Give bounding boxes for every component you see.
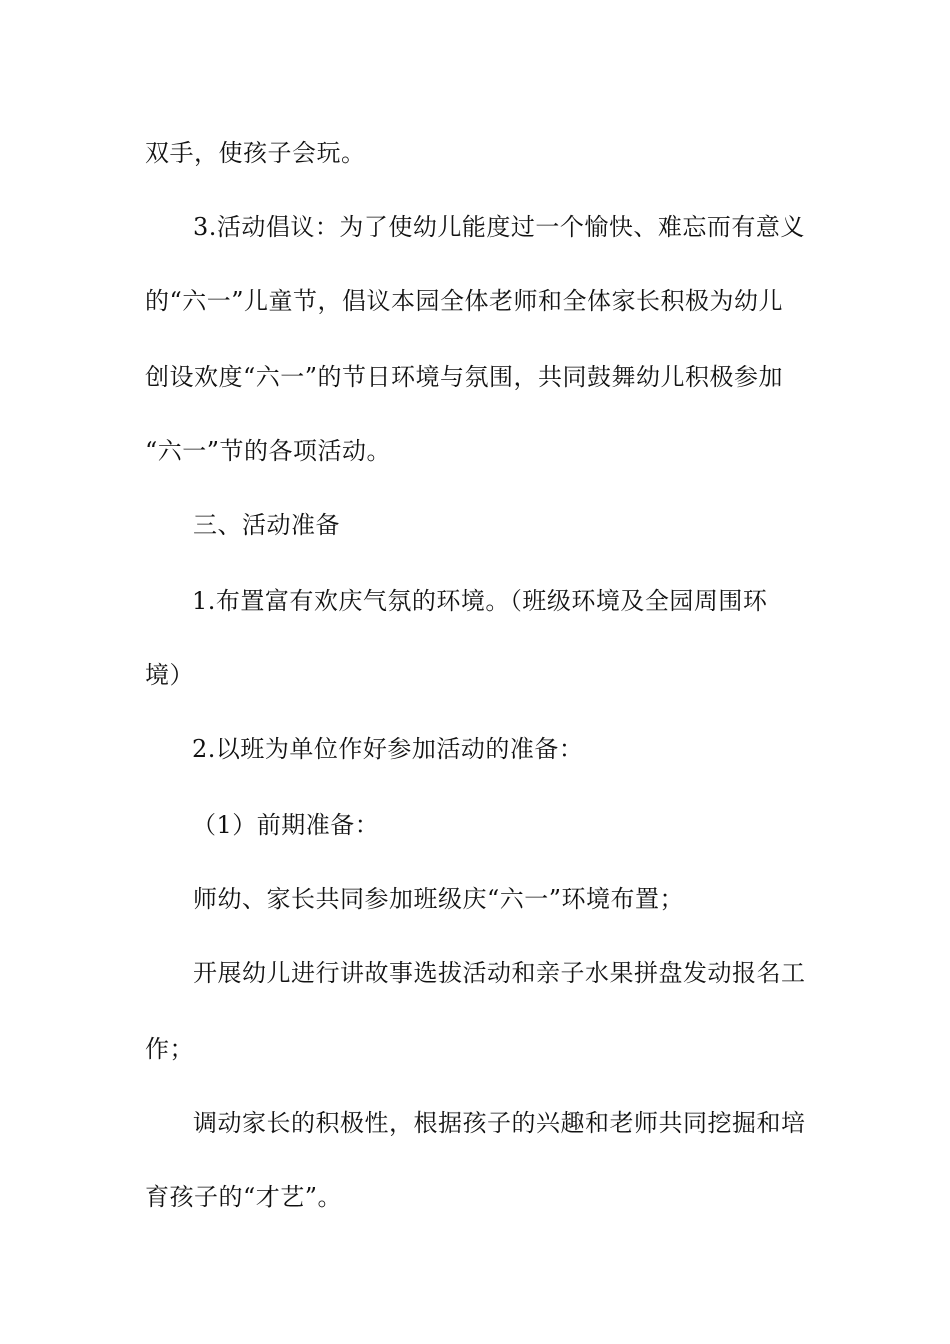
paragraph-line: 的“六一”儿童节，倡议本园全体老师和全体家长积极为幼儿 [145,287,784,315]
paragraph-line: 双手，使孩子会玩。 [145,139,366,167]
paragraph-line: 师幼、家长共同参加班级庆“六一”环境布置； [193,885,685,913]
paragraph-line: 作； [145,1035,194,1063]
paragraph-line: 3.活动倡议：为了使幼儿能度过一个愉快、难忘而有意义 [193,213,805,241]
paragraph-line: “六一”节的各项活动。 [145,437,392,465]
paragraph-line: 2.以班为单位作好参加活动的准备： [192,735,584,763]
paragraph-line: 境） [145,661,194,689]
paragraph-line: 开展幼儿进行讲故事选拔活动和亲子水果拼盘发动报名工 [193,959,806,987]
paragraph-line: （1）前期准备： [192,811,380,839]
paragraph-line: 创设欢度“六一”的节日环境与氛围，共同鼓舞幼儿积极参加 [145,363,784,391]
paragraph-line: 1.布置富有欢庆气氛的环境。（班级环境及全园周围环 [192,587,768,615]
section-heading: 三、活动准备 [193,511,340,539]
paragraph-line: 调动家长的积极性，根据孩子的兴趣和老师共同挖掘和培 [193,1109,806,1137]
paragraph-line: 育孩子的“才艺”。 [145,1183,343,1211]
